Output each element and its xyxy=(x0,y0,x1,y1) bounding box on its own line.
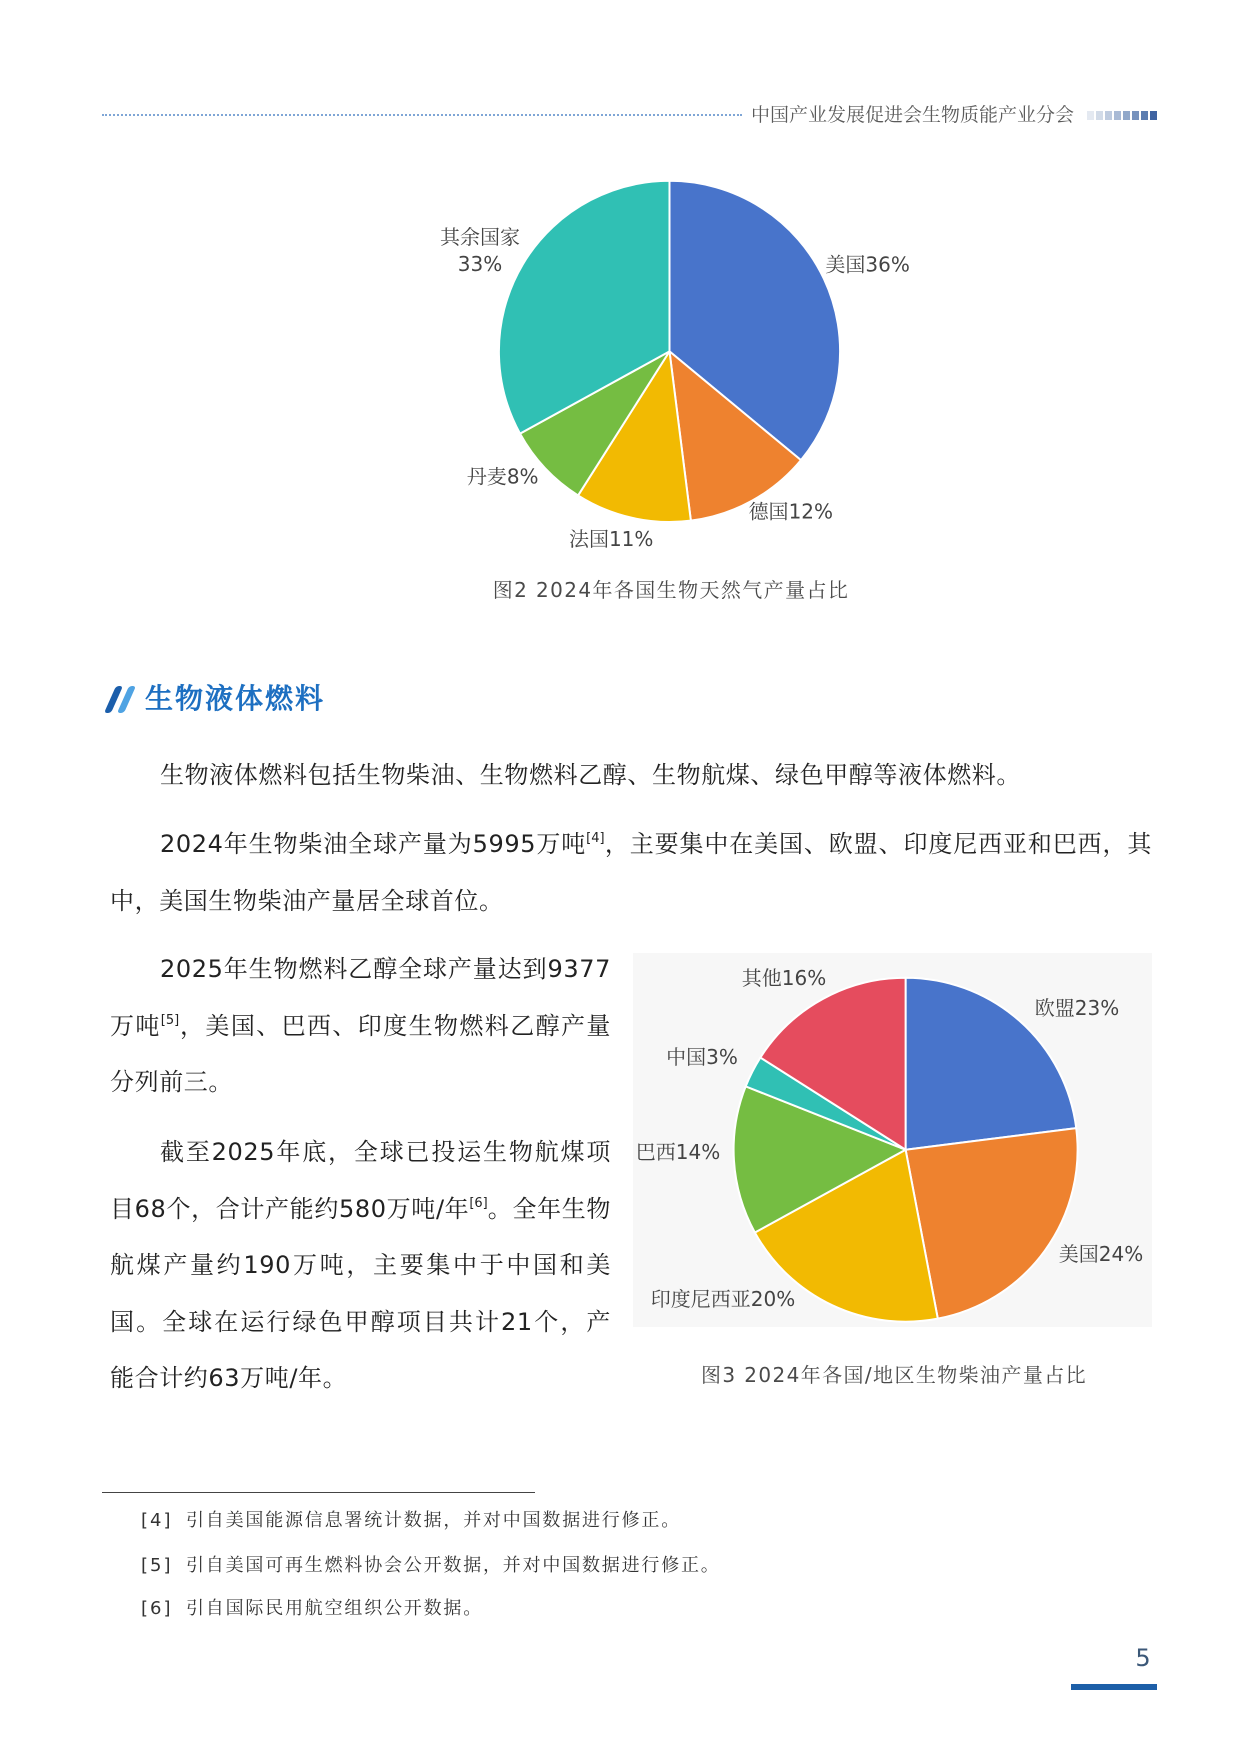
text-line xyxy=(110,1237,611,1294)
pie-label-unit: % xyxy=(776,1287,796,1311)
page-number-bar xyxy=(1071,1684,1157,1690)
section-heading: 生物液体燃料 xyxy=(145,682,326,715)
pie-chart-biogas xyxy=(400,160,960,560)
text-line xyxy=(110,1124,611,1181)
pie-label-unit: % xyxy=(483,252,503,276)
pie-label-category: 其余国家 xyxy=(440,225,520,249)
pie-label-value: 11 xyxy=(608,526,635,551)
pie-label xyxy=(1059,1242,1143,1266)
text-line xyxy=(110,1350,611,1407)
pie-label-category: 欧盟 xyxy=(1034,996,1075,1020)
footnote-mark: [6] xyxy=(141,1598,173,1619)
header-square xyxy=(1132,111,1139,120)
pie-label-value: 14 xyxy=(675,1140,702,1164)
pie-label-value: 8 xyxy=(506,464,520,489)
footnote xyxy=(141,1597,483,1621)
text-run: 生物液体燃料包括生物柴油、生物燃料乙醇、生物航煤、绿色甲醇等液体燃料。 xyxy=(160,761,1021,789)
text-run: 目68个，合计产能约580万吨/年 xyxy=(110,1194,470,1223)
footnote xyxy=(141,1554,721,1578)
text-run: ，主要集中在美国、欧盟、印度尼西亚和巴西，其 xyxy=(604,830,1153,858)
pie-label xyxy=(666,1045,738,1069)
pie-label xyxy=(825,252,909,276)
pie-label-unit: % xyxy=(1100,996,1120,1020)
pie-label-unit: % xyxy=(890,252,910,277)
text-run: ，美国、巴西、印度生物燃料乙醇产量 xyxy=(179,1011,611,1040)
pie-label-value: 36 xyxy=(865,252,891,277)
header-square xyxy=(1150,111,1157,120)
text-line xyxy=(110,873,1152,930)
pie-label-value: 33 xyxy=(457,252,484,276)
figure-caption: 图3 2024年各国/地区生物柴油产量占比 xyxy=(700,1363,1088,1387)
footnote-text: 引自国际民用航空组织公开数据。 xyxy=(186,1598,483,1619)
pie-label xyxy=(742,966,826,990)
footnote xyxy=(141,1509,681,1533)
pie-label-category: 丹麦 xyxy=(466,464,507,489)
pie-label-category: 巴西 xyxy=(635,1140,676,1164)
header-square xyxy=(1105,111,1112,120)
pie-label-category: 美国 xyxy=(1058,1242,1099,1266)
text-run: 2024年生物柴油全球产量为5995万吨 xyxy=(160,830,587,858)
text-line xyxy=(110,747,1152,804)
text-line xyxy=(110,998,611,1055)
text-run: 分列前三。 xyxy=(110,1068,233,1096)
pie-label-line xyxy=(458,252,502,276)
figure-caption: 图2 2024年各国生物天然气产量占比 xyxy=(492,578,850,602)
pie-label-unit: % xyxy=(1124,1242,1144,1266)
footnote-ref: [4] xyxy=(586,831,605,846)
footnote-mark: [4] xyxy=(141,1510,173,1531)
text-run: 2025年生物燃料乙醇全球产量达到9377 xyxy=(160,955,611,983)
footnote-ref: [6] xyxy=(469,1195,488,1211)
text-run: 能合计约63万吨/年。 xyxy=(110,1364,348,1392)
footnote-text: 引自美国可再生燃料协会公开数据，并对中国数据进行修正。 xyxy=(186,1555,721,1576)
text-run: 国。全球在运行绿色甲醇项目共计21个，产 xyxy=(110,1307,611,1336)
text-line xyxy=(110,1054,611,1111)
paragraph xyxy=(110,747,1152,804)
text-line xyxy=(110,816,1152,873)
pie-label xyxy=(569,527,653,551)
text-line xyxy=(110,941,611,998)
pie-label-value: 20 xyxy=(750,1287,777,1311)
pie-label-category: 美国 xyxy=(825,252,866,277)
pie-label-unit: % xyxy=(634,526,654,551)
pie-label xyxy=(1035,996,1119,1020)
header-square xyxy=(1087,111,1094,120)
paragraph xyxy=(110,1124,611,1407)
header-square xyxy=(1114,111,1121,120)
pie-label-value: 24 xyxy=(1098,1242,1125,1266)
pie-label-unit: % xyxy=(701,1140,721,1164)
pie-label-value: 16 xyxy=(781,966,808,990)
text-run: 万吨 xyxy=(110,1011,161,1040)
pie-label-value: 12 xyxy=(788,499,815,524)
header-org-name: 中国产业发展促进会生物质能产业分会 xyxy=(751,104,1075,126)
pie-label-unit: % xyxy=(814,499,834,524)
header-dotted-rule xyxy=(102,114,742,116)
pie-label-category: 法国 xyxy=(568,526,609,551)
footnote-separator xyxy=(102,1492,535,1493)
pie-label-category: 其他 xyxy=(741,966,782,990)
pie-label xyxy=(749,500,833,524)
pie-label-value: 23 xyxy=(1074,996,1101,1020)
pie-label xyxy=(467,465,539,489)
text-run: 中，美国生物柴油产量居全球首位。 xyxy=(110,886,504,915)
text-line xyxy=(110,1294,611,1351)
header-square xyxy=(1141,111,1148,120)
text-run: 航煤产量约190万吨，主要集中于中国和美 xyxy=(110,1251,611,1279)
text-run: 。全年生物 xyxy=(487,1194,611,1223)
header-square xyxy=(1096,111,1103,120)
section-slash-icon xyxy=(104,686,138,714)
page-number: 5 xyxy=(1135,1644,1151,1672)
footnote-mark: [5] xyxy=(141,1555,173,1576)
text-line xyxy=(110,1181,611,1238)
paragraph xyxy=(110,941,611,1111)
pie-label-category: 德国 xyxy=(748,499,789,524)
footnote-text: 引自美国能源信息署统计数据，并对中国数据进行修正。 xyxy=(186,1510,681,1531)
pie-label-category: 印度尼西亚 xyxy=(650,1287,751,1311)
pie-label xyxy=(636,1140,720,1164)
header-square xyxy=(1123,111,1130,120)
pie-label xyxy=(651,1287,795,1311)
footnote-ref: [5] xyxy=(160,1012,180,1028)
pie-label-category: 中国 xyxy=(666,1045,707,1069)
header-decoration-squares xyxy=(1087,111,1157,120)
pie-label-unit: % xyxy=(718,1045,738,1069)
pie-label-unit: % xyxy=(807,966,827,990)
text-run: 截至2025年底，全球已投运生物航煤项 xyxy=(160,1138,611,1166)
paragraph xyxy=(110,816,1152,929)
pie-label-value: 3 xyxy=(706,1045,719,1069)
pie-chart-biodiesel xyxy=(630,945,1155,1330)
pie-label-line xyxy=(440,225,520,249)
pie-label-unit: % xyxy=(519,464,539,489)
